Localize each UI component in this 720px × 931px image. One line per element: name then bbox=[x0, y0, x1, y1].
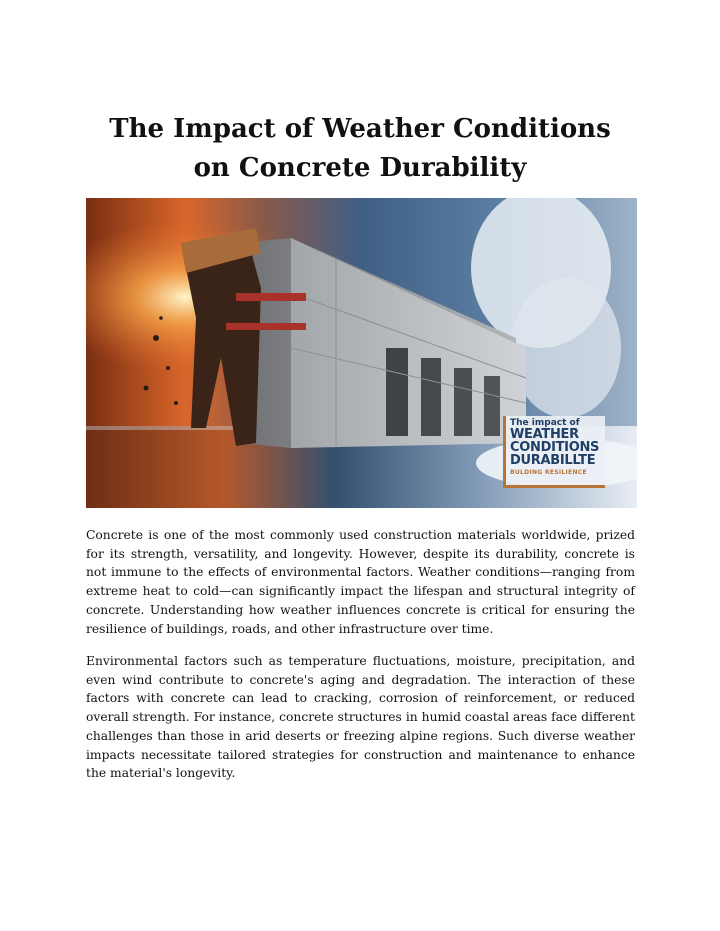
badge-line-1: The impact of bbox=[510, 418, 580, 428]
page-title bbox=[60, 110, 660, 188]
badge-line-5: BULDING RESILIENCE bbox=[510, 469, 587, 476]
title-line-2: on Concrete Durability bbox=[193, 153, 527, 183]
hero-badge bbox=[503, 416, 605, 488]
title-line-1: The Impact of Weather Conditions bbox=[109, 114, 611, 144]
badge-line-4: DURABILLTE bbox=[510, 453, 596, 468]
hero-image bbox=[86, 198, 637, 508]
paragraph-environmental-factors: Environmental factors such as temperature fluctuations, moisture, precipitation, and even wind contribute to concrete's aging and degradation. The interaction of these factors with concrete can lead to cracking, corrosion of reinforcement, or reduced overall strength. For instance, concrete structures in humid coastal areas face different challenges than those in arid deserts or freezing alpine regions. Such diverse weather impacts necessitate tailored strategies for construction and maintenance to enhance the material's longevity. bbox=[86, 654, 635, 781]
badge-line-2: WEATHER bbox=[510, 427, 579, 442]
badge-line-3: CONDITIONS bbox=[510, 440, 600, 455]
paragraph-intro: Concrete is one of the most commonly used construction materials worldwide, prized for its strength, versatility, and longevity. However, despite its durability, concrete is not immune to the effects of environmental factors. Weather conditions—ranging from extreme heat to cold—can significantly impact the lifespan and structural integrity of concrete. Understanding how weather influences concrete is critical for ensuring the resilience of buildings, roads, and other infrastructure over time. bbox=[86, 528, 635, 636]
